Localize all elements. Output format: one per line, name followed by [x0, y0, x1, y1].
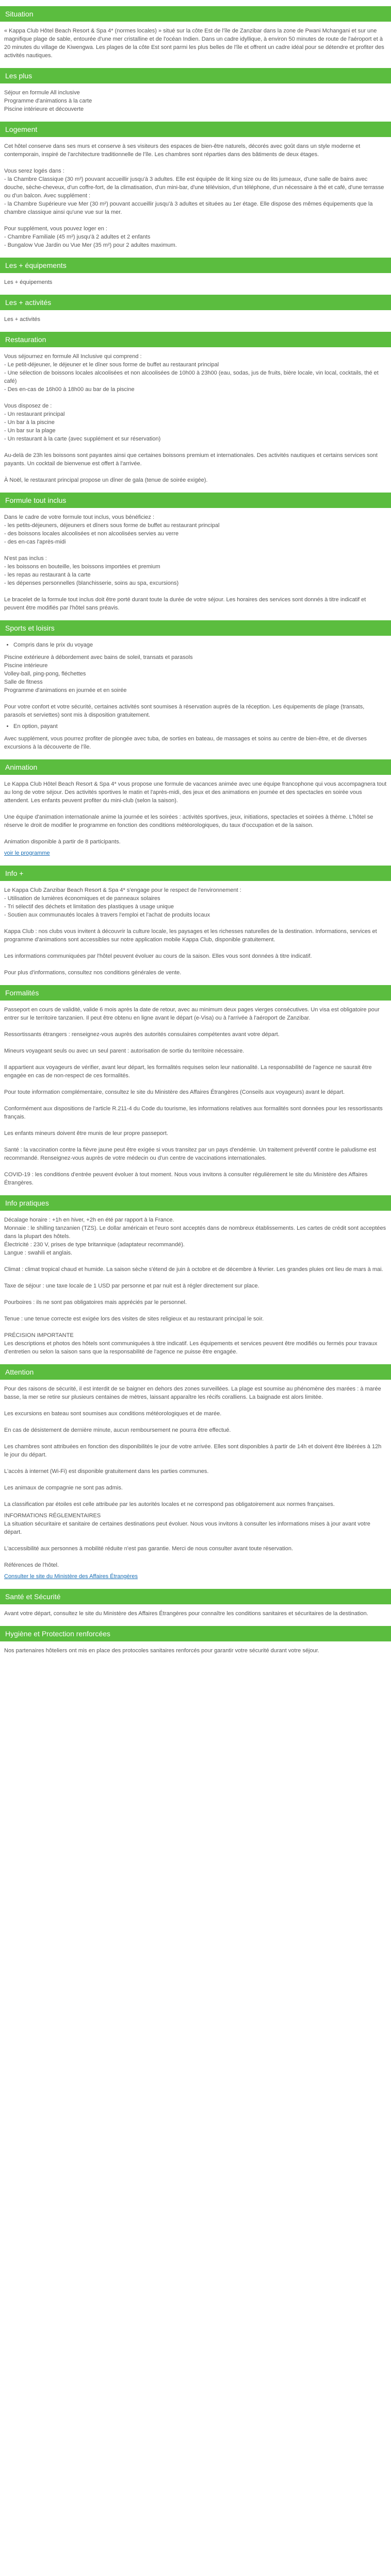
info-pratiques-title: Info pratiques — [0, 1195, 391, 1211]
plus-section — [0, 68, 391, 115]
formule-title: Formule tout inclus — [0, 493, 391, 508]
info-section — [0, 866, 391, 979]
restauration-title: Restauration — [0, 332, 391, 347]
formalites-section — [0, 985, 391, 1189]
sports-option-heading: • En option, payant — [13, 722, 387, 731]
sports-option-list — [0, 721, 391, 734]
ministere-affaires-etrangeres-link[interactable]: Consulter le site du Ministère des Affaires Étrangères — [4, 1573, 138, 1580]
situation-section — [0, 6, 391, 62]
sports-included-list — [0, 640, 391, 652]
situation-title: Situation — [0, 6, 391, 22]
hotel-description-page — [0, 6, 391, 1657]
sports-title: Sports et loisirs — [0, 620, 391, 636]
formule-text: Dans le cadre de votre formule tout inclus, vous bénéficiez : - les petits-déjeuners, déjeuners et dîners sous forme de buffet au restaurant principal - des boissons locales alcoolisées et non alcoolisées servies au verre - des en-cas l'après-midi N'est pas inclus : - les boissons en bouteille, les boissons importées et premium - les repas au restaurant à la carte - les dépenses personnelles (blanchisserie, soins au spa, excursions) Le bracelet de la formule tout inclus doit être porté durant toute la durée de votre séjour. Les horaires des services sont donnés à titre indicatif et peuvent être modifiés par l'hôtel sans préavis. — [4, 514, 366, 611]
sports-included-text: Piscine extérieure à débordement avec bains de soleil, transats et parasols Piscine intérieure Volley-ball, ping-pong, fléchettes Salle de fitness Programme d'animations en journée et en soirée Pour votre confort et votre sécurité, certaines activités sont soumises à réservation auprès de la réception. Les équipements de plage (transats, parasols et serviettes) sont mis à disposition gratuitement. — [4, 654, 365, 718]
animation-section — [0, 759, 391, 859]
info-pratiques-text: Décalage horaire : +1h en hiver, +2h en été par rapport à la France. Monnaie : le shilling tanzanien (TZS). Le dollar américain et l'euro sont acceptés dans de nombreux établissements. Les cartes de crédit sont acceptées dans la plupart des hôtels. Électricité : 230 V, prises de type britannique (adaptateur recommandé). Langue : swahili et anglais. Climat : climat tropical chaud et humide. La saison sèche s'étend de juin à octobre et de décembre à février. Les grandes pluies ont lieu de mars à mai. Taxe de séjour : une taxe locale de 1 USD par personne et par nuit est à régler directement sur place. Pourboires : ils ne sont pas obligatoires mais appréciés par le personnel. Tenue : une tenue correcte est exigée lors des visites de sites religieux et au restaurant principal le soir. PRÉCISION IMPORTANTE Les descriptions et photos des hôtels sont communiquées à titre indicatif. Les équipements et services peuvent être modifiés ou fermés pour travaux d'entretien ou selon la saison sans que la responsabilité de l'agence ne puisse être engagée. — [4, 1217, 386, 1355]
formule-section — [0, 493, 391, 614]
logement-title: Logement — [0, 122, 391, 137]
sante-title: Santé et Sécurité — [0, 1589, 391, 1604]
situation-text: « Kappa Club Hôtel Beach Resort & Spa 4* (normes locales) » situé sur la côte Est de l'île de Zanzibar dans la zone de Pwani Mchangani et sur une magnifique plage de sable, entourée d'une mer cristalline et de l'océan Indien. Dans un cadre idyllique, à environ 50 minutes de route de l'aéroport et à 20 minutes du village de Kiwengwa. Les plages de la côte Est sont parmi les plus belles de l'île et offrent un cadre idéal pour se détendre et profiter des activités nautiques. — [4, 28, 384, 59]
sports-section — [0, 620, 391, 753]
equipements-title: Les + équipements — [0, 258, 391, 273]
formalites-title: Formalités — [0, 985, 391, 1001]
plus-title: Les plus — [0, 68, 391, 83]
animation-text: Le Kappa Club Hôtel Beach Resort & Spa 4* vous propose une formule de vacances animée avec une équipe francophone qui vous accompagnera tout au long de votre séjour. Des activités sportives le matin et l'après-midi, des jeux et des animations en journée et des spectacles en soirée vous attendent. Les enfants peuvent profiter du mini-club (selon la saison). Une équipe d'animation internationale anime la journée et les soirées : activités sportives, jeux, initiations, spectacles et soirées à thème. L'hôtel se réserve le droit de modifier le programme en fonction des conditions météorologiques, du taux d'occupation et de la saison. Animation disponible à partir de 8 participants. — [4, 781, 387, 845]
formalites-text: Passeport en cours de validité, valide 6 mois après la date de retour, avec au minimum deux pages vierges consécutives. Un visa est obligatoire pour entrer sur le territoire tanzanien. Il peut être obtenu en ligne avant le départ (e-Visa) ou à l'arrivée à l'aéroport de Zanzibar. Ressortissants étrangers : renseignez-vous auprès des autorités consulaires compétentes avant votre départ. Mineurs voyageant seuls ou avec un seul parent : autorisation de sortie du territoire nécessaire. Il appartient aux voyageurs de vérifier, avant leur départ, les formalités requises selon leur nationalité. La responsabilité de l'agence ne saurait être engagée en cas de non-respect de ces formalités. Pour toute information complémentaire, consultez le site du Ministère des Affaires Étrangères (Conseils aux voyageurs) avant le départ. Conformément aux dispositions de l'article R.211-4 du Code du tourisme, les informations relatives aux formalités sont données pour les ressortissants français. Les enfants mineurs doivent être munis de leur propre passeport. Santé : la vaccination contre la fièvre jaune peut être exigée si vous transitez par un pays d'endémie. Un traitement préventif contre le paludisme est recommandé. Renseignez-vous auprès de votre médecin ou d'un centre de vaccinations internationales. COVID-19 : les conditions d'entrée peuvent évoluer à tout moment. Nous vous invitons à consulter régulièrement le site du Ministère des Affaires Étrangères. — [4, 1007, 383, 1186]
attention-footnote: INFORMATIONS RÉGLEMENTAIRES La situation sécuritaire et sanitaire de certaines destinations peut évoluer. Nous vous invitons à consulter les informations mises à jour avant votre départ. L'accessibilité aux personnes à mobilité réduite n'est pas garantie. Merci de nous consulter avant toute réservation. Références de l'hôtel. — [4, 1513, 370, 1568]
hygiene-title: Hygiène et Protection renforcées — [0, 1626, 391, 1641]
sports-option-text: Avec supplément, vous pourrez profiter de plongée avec tuba, de sorties en bateau, de massages et soins au centre de bien-être, et de diverses excursions à la découverte de l'île. — [4, 736, 367, 750]
hygiene-section — [0, 1626, 391, 1657]
info-title: Info + — [0, 866, 391, 881]
logement-section — [0, 122, 391, 251]
animation-programme-link[interactable]: voir le programme — [4, 850, 50, 856]
equipements-text: Les + équipements — [4, 279, 53, 285]
activites-text: Les + activités — [4, 316, 41, 323]
sports-included-heading: • Compris dans le prix du voyage — [13, 641, 387, 649]
attention-section — [0, 1364, 391, 1583]
restauration-section — [0, 332, 391, 486]
animation-title: Animation — [0, 759, 391, 775]
info-text: Le Kappa Club Zanzibar Beach Resort & Spa 4* s'engage pour le respect de l'environnement : - Utilisation de lumières économiques et de panneaux solaires - Tri sélectif des déchets et limitation des plastiques à usage unique - Soutien aux communautés locales à travers l'emploi et l'achat de produits locaux Kappa Club : nos clubs vous invitent à découvrir la culture locale, les paysages et les richesses naturelles de la destination. Informations, services et programme d'animations sont accessibles sur notre application mobile Kappa Club, disponible gratuitement. Les informations communiquées par l'hôtel peuvent évoluer au cours de la saison. Elles vous sont données à titre indicatif. Pour plus d'informations, consultez nos conditions générales de vente. — [4, 887, 377, 976]
info-pratiques-section — [0, 1195, 391, 1358]
attention-title: Attention — [0, 1364, 391, 1380]
logement-text: Cet hôtel conserve dans ses murs et conserve à ses visiteurs des espaces de bien-être naturels, décorés avec goût dans un style moderne et contemporain, inspiré de l'architecture traditionnelle de l'île. Les chambres sont réparties dans des bâtiments de deux étages. Vous serez logés dans : - la Chambre Classique (30 m²) pouvant accueillir jusqu'à 3 adultes. Elle est équipée de lit king size ou de lits jumeaux, d'une salle de bains avec douche, sèche-cheveux, d'un coffre-fort, de la climatisation, d'un mini-bar, d'une télévision, d'un téléphone, d'un nécessaire à thé et café, d'une terrasse ou d'un balcon. Avec supplément : - la Chambre Supérieure vue Mer (30 m²) pouvant accueillir jusqu'à 3 adultes et situées au 1er étage. Elle dispose des mêmes équipements que la chambre classique ainsi qu'une vue sur la mer. Pour supplément, vous pouvez loger en : - Chambre Familiale (45 m²) jusqu'à 2 adultes et 2 enfants - Bungalow Vue Jardin ou Vue Mer (35 m²) pour 2 adultes maximum. — [4, 143, 384, 248]
plus-text: Séjour en formule All inclusive Programme d'animations à la carte Piscine intérieure et découverte — [4, 90, 92, 112]
restauration-text: Vous séjournez en formule All Inclusive qui comprend : - Le petit-déjeuner, le déjeuner et le dîner sous forme de buffet au restaurant principal - Une sélection de boissons locales alcoolisées et non alcoolisées de 10h00 à 23h00 (eau, sodas, jus de fruits, bière locale, vin local, cocktails, thé et café) - Des en-cas de 16h00 à 18h00 au bar de la piscine Vous disposez de : - Un restaurant principal - Un bar à la piscine - Un bar sur la plage - Un restaurant à la carte (avec supplément et sur réservation) Au-delà de 23h les boissons sont payantes ainsi que certaines boissons premium et internationales. Des activités nautiques et certains services sont payants. Un cocktail de bienvenue est offert à l'arrivée. À Noël, le restaurant principal propose un dîner de gala (tenue de soirée exigée). — [4, 353, 379, 483]
activites-section — [0, 295, 391, 326]
activites-title: Les + activités — [0, 295, 391, 310]
attention-text: Pour des raisons de sécurité, il est interdit de se baigner en dehors des zones surveillées. La plage est soumise au phénomène des marées : à marée basse, la mer se retire sur plusieurs centaines de mètres, laissant apparaître les récifs coralliens. La baignade est alors limitée. Les excursions en bateau sont soumises aux conditions météorologiques et de marée. En cas de désistement de dernière minute, aucun remboursement ne pourra être effectué. Les chambres sont attribuées en fonction des disponibilités le jour de votre arrivée. Elles sont disponibles à partir de 14h et doivent être libérées à 12h le jour du départ. L'accès à internet (Wi-Fi) est disponible gratuitement dans les parties communes. Les animaux de compagnie ne sont pas admis. La classification par étoiles est celle attribuée par les autorités locales et ne correspond pas obligatoirement aux normes françaises. — [4, 1386, 382, 1507]
sante-text: Avant votre départ, consultez le site du Ministère des Affaires Étrangères pour connaître les conditions sanitaires et sécuritaires de la destination. — [4, 1611, 368, 1617]
equipements-section — [0, 258, 391, 289]
hygiene-text: Nos partenaires hôteliers ont mis en place des protocoles sanitaires renforcés pour garantir votre sécurité durant votre séjour. — [4, 1648, 319, 1654]
sante-section — [0, 1589, 391, 1620]
